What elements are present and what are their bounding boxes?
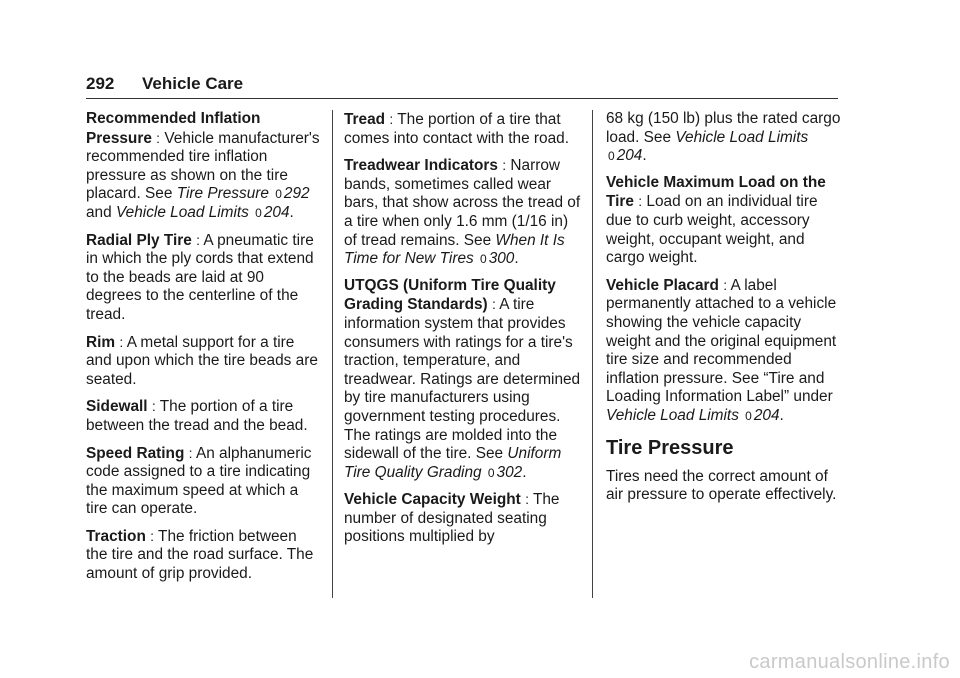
term-separator: : — [638, 193, 643, 210]
glossary-description: The portion of a tire that comes into contact with the road. — [344, 111, 569, 147]
cross-reference-title: Vehicle Load Limits — [606, 406, 739, 424]
glossary-entry-recommended-inflation-pressure — [86, 110, 322, 223]
glossary-description: A pneumatic tire in which the ply cords that extend to the beads are laid at 90 degrees to the centerline of the tread. — [86, 231, 314, 323]
term-separator: : — [502, 157, 507, 174]
glossary-term: Recommended Inflation Pressure — [86, 110, 261, 147]
glossary-description: Narrow bands, sometimes called wear bars, that show across the tread of a tire when only 1.6 mm (1/16 in) of tread remains. See — [344, 157, 581, 249]
page-ref-arrow-icon: 0 — [608, 149, 615, 164]
term-separator: : — [723, 276, 728, 293]
glossary-entry-radial-ply-tire — [86, 231, 322, 325]
glossary-term: Vehicle Placard — [606, 276, 719, 294]
glossary-description-end: . — [289, 203, 294, 221]
cross-reference-title: Tire Pressure — [176, 185, 269, 203]
cross-reference-title: When It Is Time for New Tires — [344, 231, 565, 268]
glossary-description: A tire information system that provides consumers with ratings for a tire's traction, temperature, and treadwear. Ratings are determined by tire manufacturers using government testing procedures. The ratings are molded into the sidewall of the tire. See — [344, 296, 581, 463]
glossary-entry-rim — [86, 333, 322, 390]
glossary-description: 68 kg (150 lb) plus the rated cargo load. See — [606, 110, 841, 146]
page-ref-arrow-icon: 0 — [480, 252, 487, 267]
glossary-description: An alphanumeric code assigned to a tire indicating the maximum speed at which a tire can operate. — [86, 444, 312, 518]
glossary-term: Speed Rating — [86, 444, 185, 462]
cross-reference-page: 292 — [283, 185, 310, 203]
glossary-entry-continuation — [606, 110, 842, 166]
page-ref-arrow-icon: 0 — [745, 408, 752, 423]
glossary-term: Traction — [86, 527, 146, 545]
watermark: carmanualsonline.info — [749, 651, 950, 673]
glossary-entry-traction — [86, 527, 322, 584]
glossary-term: UTQGS (Uniform Tire Quality Grading Standards) — [344, 276, 556, 314]
term-separator: : — [196, 231, 200, 248]
glossary-entry-vehicle-capacity-weight — [344, 490, 584, 547]
term-separator: : — [150, 527, 155, 544]
glossary-description-end: . — [642, 147, 647, 165]
term-separator: : — [151, 398, 156, 415]
glossary-entry-vehicle-placard — [606, 276, 842, 426]
cross-reference-title: Vehicle Load Limits — [115, 203, 249, 221]
glossary-entry-treadwear-indicators — [344, 156, 584, 269]
glossary-term: Treadwear Indicators — [344, 157, 498, 175]
term-separator: : — [389, 111, 394, 127]
term-separator: : — [119, 333, 124, 350]
glossary-description-end: . — [522, 463, 527, 481]
page-header — [86, 70, 838, 98]
glossary-description-end: . — [514, 250, 519, 268]
cross-reference-page: 300 — [488, 250, 515, 268]
cross-reference-vehicle-load-limits[interactable] — [606, 407, 780, 424]
glossary-description: The portion of a tire between the tread and the bead. — [86, 398, 308, 434]
cross-reference-vehicle-load-limits[interactable] — [116, 204, 290, 221]
glossary-term: Rim — [86, 333, 116, 351]
column-2 — [344, 110, 584, 555]
term-separator: : — [491, 296, 496, 313]
glossary-term: Vehicle Capacity Weight — [344, 491, 521, 509]
column-divider-2 — [592, 110, 593, 598]
cross-reference-page: 204 — [263, 203, 290, 221]
section-title: Vehicle Care — [142, 74, 244, 93]
term-separator: : — [525, 491, 529, 508]
cross-reference-page: 302 — [496, 463, 523, 481]
glossary-entry-vehicle-maximum-load — [606, 174, 842, 268]
glossary-term: Sidewall — [86, 398, 148, 416]
glossary-description: Vehicle manufacturer's recommended tire inflation pressure as shown on the tire placard. See — [86, 129, 320, 203]
column-divider-1 — [332, 110, 333, 598]
glossary-entry-speed-rating — [86, 444, 322, 519]
column-3 — [606, 110, 842, 505]
term-separator: : — [188, 444, 193, 461]
term-separator: : — [156, 129, 161, 146]
glossary-entry-sidewall — [86, 397, 322, 435]
glossary-description: The friction between the tire and the road surface. The amount of grip provided. — [86, 527, 314, 583]
glossary-description-end: . — [779, 406, 784, 424]
page-ref-arrow-icon: 0 — [275, 187, 282, 202]
glossary-entry-utqgs — [344, 277, 584, 483]
cross-reference-tire-pressure[interactable] — [177, 185, 310, 202]
glossary-description-mid: and — [86, 203, 116, 221]
section-heading-tire-pressure: Tire Pressure — [606, 436, 734, 459]
cross-reference-page: 204 — [616, 147, 643, 165]
glossary-term: Radial Ply Tire — [86, 231, 192, 249]
glossary-description: A label permanently attached to a vehicle showing the vehicle capacity weight and the original equipment tire size and recommended inflation pressure. See “Tire and Loading Information Label” under — [606, 276, 837, 406]
section-body-text: Tires need the correct amount of air pressure to operate effectively. — [606, 467, 837, 504]
cross-reference-title: Vehicle Load Limits — [675, 128, 809, 146]
page-number: 292 — [86, 74, 115, 93]
glossary-description: The number of designated seating positions multiplied by — [344, 491, 560, 546]
header-rule — [86, 98, 838, 99]
glossary-entry-tread — [344, 110, 584, 148]
column-1 — [86, 110, 322, 592]
page-ref-arrow-icon: 0 — [487, 465, 495, 480]
cross-reference-title: Uniform Tire Quality Grading — [344, 445, 562, 481]
glossary-term: Vehicle Maximum Load on the Tire — [606, 173, 826, 211]
glossary-description: A metal support for a tire and upon which the tire beads are seated. — [86, 333, 318, 388]
cross-reference-page: 204 — [753, 406, 780, 424]
glossary-description: Load on an individual tire due to curb weight, accessory weight, occupant weight, and cargo weight. — [606, 193, 818, 267]
page-ref-arrow-icon: 0 — [255, 205, 262, 220]
glossary-term: Tread — [344, 111, 386, 128]
